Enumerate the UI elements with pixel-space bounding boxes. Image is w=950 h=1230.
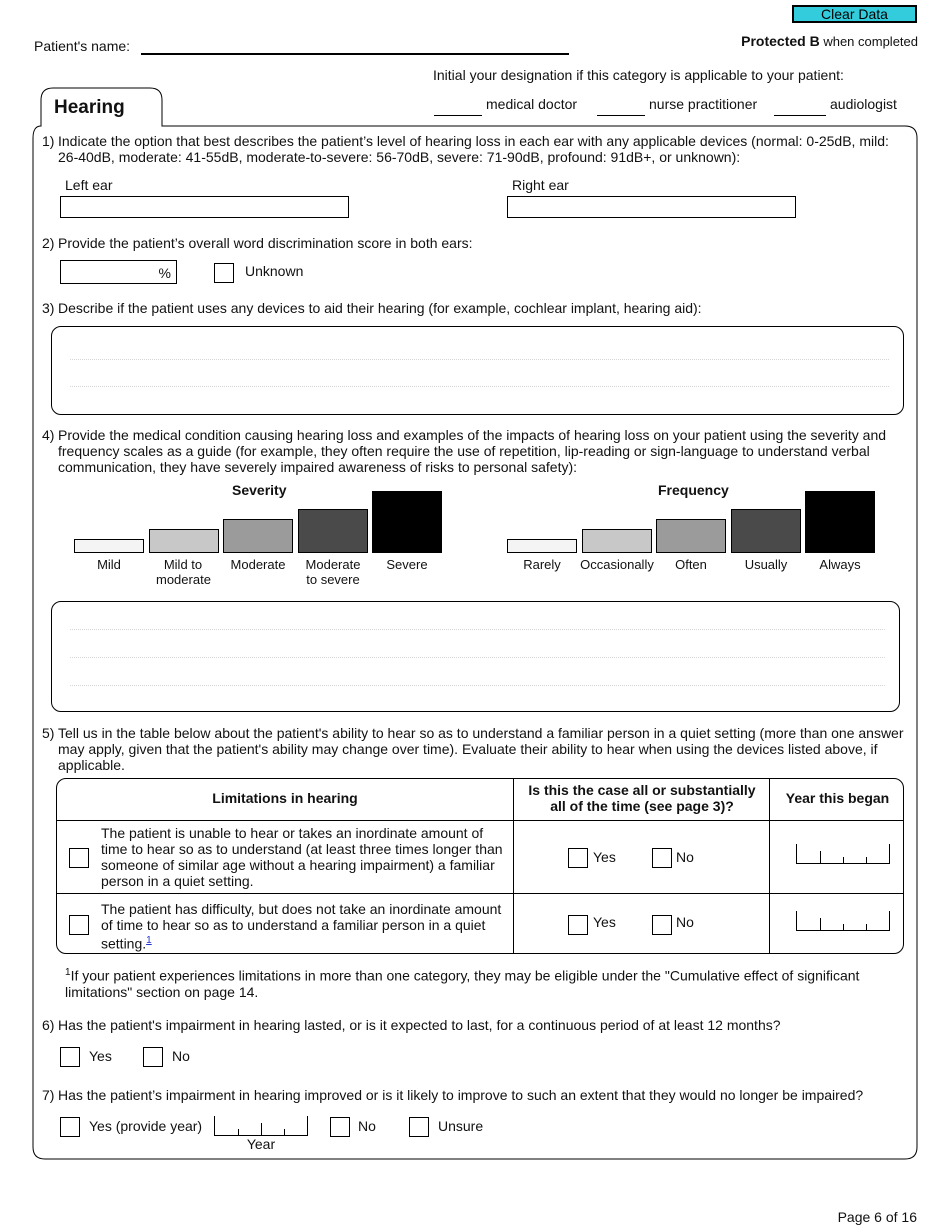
audiologist-label: audiologist <box>830 96 897 112</box>
frequency-bar-often <box>656 519 726 553</box>
row-1-no-label: No <box>676 849 694 865</box>
question-5 <box>42 725 912 773</box>
row-2-text-body: The patient has difficulty, but does not take an inordinate amount of time to hear so as to understand a familiar person in a quiet setting. <box>101 901 502 952</box>
table-row <box>57 895 904 954</box>
left-ear-select[interactable] <box>60 196 349 218</box>
question-1-text: Indicate the option that best describes the patient’s level of hearing loss in each ear with any applicable devices (normal: 0-25dB, mild: 26-40dB, moderate: 41-55dB, moderate-to-severe: 56-70dB, severe: 71-90dB, profound: 91dB+, or unknown): <box>58 133 889 165</box>
frequency-bar-always <box>805 491 875 553</box>
severity-bar-severe <box>372 491 442 553</box>
row-1-no-checkbox[interactable] <box>652 848 672 868</box>
question-4 <box>42 427 912 475</box>
question-2-text: Provide the patient’s overall word discrimination score in both ears: <box>58 235 473 251</box>
protected-b-label: Protected B <box>741 33 820 49</box>
frequency-bar-occasionally <box>582 529 652 553</box>
question-5-text: Tell us in the table below about the patient's ability to hear so as to understand a familiar person in a quiet setting (more than one answer may apply, given that the patient's ability may change over time). Evaluate their ability to hear when using the devices listed above, if applicable. <box>58 725 904 773</box>
question-6 <box>42 1017 912 1033</box>
footnote-text: If your patient experiences limitations in more than one category, they may be eligible under the "Cumulative effect of significant limitations" section on page 14. <box>65 967 860 1000</box>
frequency-bar-usually <box>731 509 801 553</box>
header-all-the-time: Is this the case all or substantially all of the time (see page 3)? <box>528 782 756 814</box>
question-4-number: 4) <box>42 427 55 443</box>
question-7 <box>42 1087 912 1103</box>
row-2-yes-label: Yes <box>593 914 616 930</box>
question-6-number: 6) <box>42 1017 55 1033</box>
table-row <box>57 821 904 894</box>
right-ear-select[interactable] <box>507 196 796 218</box>
q7-year-input[interactable] <box>214 1116 308 1136</box>
row-1-text: The patient is unable to hear or takes an inordinate amount of time to hear so as to understand (at least three times longer than someone of similar age without a hearing impairment) a familiar person in a quiet setting. <box>101 825 503 889</box>
question-1 <box>42 133 912 165</box>
row-2-no-checkbox[interactable] <box>652 915 672 935</box>
limitations-table <box>56 778 904 954</box>
question-3 <box>42 300 912 316</box>
frequency-label-always: Always <box>819 557 861 572</box>
question-1-number: 1) <box>42 133 55 149</box>
word-discrimination-input[interactable] <box>60 260 177 284</box>
nurse-practitioner-label: nurse practitioner <box>649 96 758 112</box>
row-2-year-input[interactable] <box>796 911 890 931</box>
question-3-number: 3) <box>42 300 55 316</box>
row-1-yes-checkbox[interactable] <box>568 848 588 868</box>
question-3-text: Describe if the patient uses any devices to aid their hearing (for example, cochlear implant, hearing aid): <box>58 300 702 316</box>
severity-bar-mild <box>74 539 144 553</box>
header-year-began: Year this began <box>785 790 890 806</box>
question-7-number: 7) <box>42 1087 55 1103</box>
question-7-text: Has the patient’s impairment in hearing improved or is it likely to improve to such an extent that they would no longer be impaired? <box>58 1087 864 1103</box>
q7-no-label: No <box>358 1118 376 1134</box>
severity-label-mild: Mild <box>97 557 121 572</box>
section-title: Hearing <box>54 97 125 118</box>
q6-yes-label: Yes <box>89 1048 112 1064</box>
frequency-label-occasionally: Occasionally <box>580 557 654 572</box>
header-limitations: Limitations in hearing <box>212 790 358 806</box>
q7-unsure-checkbox[interactable] <box>409 1117 429 1137</box>
q6-yes-checkbox[interactable] <box>60 1047 80 1067</box>
severity-label-moderate-to-severe: Moderate to severe <box>305 557 361 587</box>
row-2-yes-checkbox[interactable] <box>568 915 588 935</box>
unknown-label: Unknown <box>245 263 304 279</box>
question-4-text: Provide the medical condition causing hearing loss and examples of the impacts of hearing loss on your patient using the severity and frequency scales as a guide (for example, they often require the use of repetition, lip-reading or sign-language to understand verbal communication, they have severely impaired awareness of risks to personal safety): <box>58 427 887 475</box>
question-5-number: 5) <box>42 725 55 741</box>
severity-label-moderate: Moderate <box>230 557 286 572</box>
severity-bar-moderate <box>223 519 293 553</box>
footnote-mark: 1 <box>65 967 71 978</box>
q7-yes-checkbox[interactable] <box>60 1117 80 1137</box>
medical-doctor-label: medical doctor <box>486 96 578 112</box>
left-ear-label: Left ear <box>65 177 113 193</box>
row-2-no-label: No <box>676 914 694 930</box>
designation-instruction: Initial your designation if this category is applicable to your patient: <box>433 67 844 83</box>
frequency-bar-rarely <box>507 539 577 553</box>
row-1-yes-label: Yes <box>593 849 616 865</box>
frequency-title: Frequency <box>658 482 729 498</box>
row-2-text <box>101 901 509 952</box>
footnote-1 <box>65 965 885 1000</box>
severity-label-severe: Severe <box>386 557 428 572</box>
patient-name-label: Patient's name: <box>34 38 131 54</box>
q7-year-caption: Year <box>246 1136 276 1152</box>
table-header-row <box>57 779 904 821</box>
severity-label-mild-to-moderate: Mild to moderate <box>156 557 211 587</box>
page-number: Page 6 of 16 <box>837 1209 917 1225</box>
percent-sign: % <box>158 265 171 281</box>
question-2-number: 2) <box>42 235 55 251</box>
protected-b-suffix: when completed <box>819 34 918 49</box>
q7-no-checkbox[interactable] <box>330 1117 350 1137</box>
q7-yes-label: Yes (provide year) <box>89 1118 203 1134</box>
right-ear-label: Right ear <box>512 177 569 193</box>
row-1-checkbox[interactable] <box>69 848 89 868</box>
question-2 <box>42 235 912 251</box>
clear-data-button[interactable]: Clear Data <box>792 5 917 23</box>
condition-impacts-textarea[interactable] <box>51 601 900 712</box>
row-2-checkbox[interactable] <box>69 915 89 935</box>
row-1-year-input[interactable] <box>796 844 890 864</box>
severity-title: Severity <box>232 482 287 498</box>
frequency-label-often: Often <box>675 557 707 572</box>
frequency-label-rarely: Rarely <box>523 557 561 572</box>
severity-bar-moderate-to-severe <box>298 509 368 553</box>
question-6-text: Has the patient's impairment in hearing lasted, or is it expected to last, for a continuous period of at least 12 months? <box>58 1017 781 1033</box>
footnote-1-link[interactable]: 1 <box>146 935 152 946</box>
devices-textarea[interactable] <box>51 326 904 415</box>
q6-no-checkbox[interactable] <box>143 1047 163 1067</box>
severity-bar-mild-to-moderate <box>149 529 219 553</box>
q7-unsure-label: Unsure <box>438 1118 484 1134</box>
unknown-checkbox[interactable] <box>214 263 234 283</box>
q6-no-label: No <box>172 1048 190 1064</box>
frequency-label-usually: Usually <box>744 557 788 572</box>
